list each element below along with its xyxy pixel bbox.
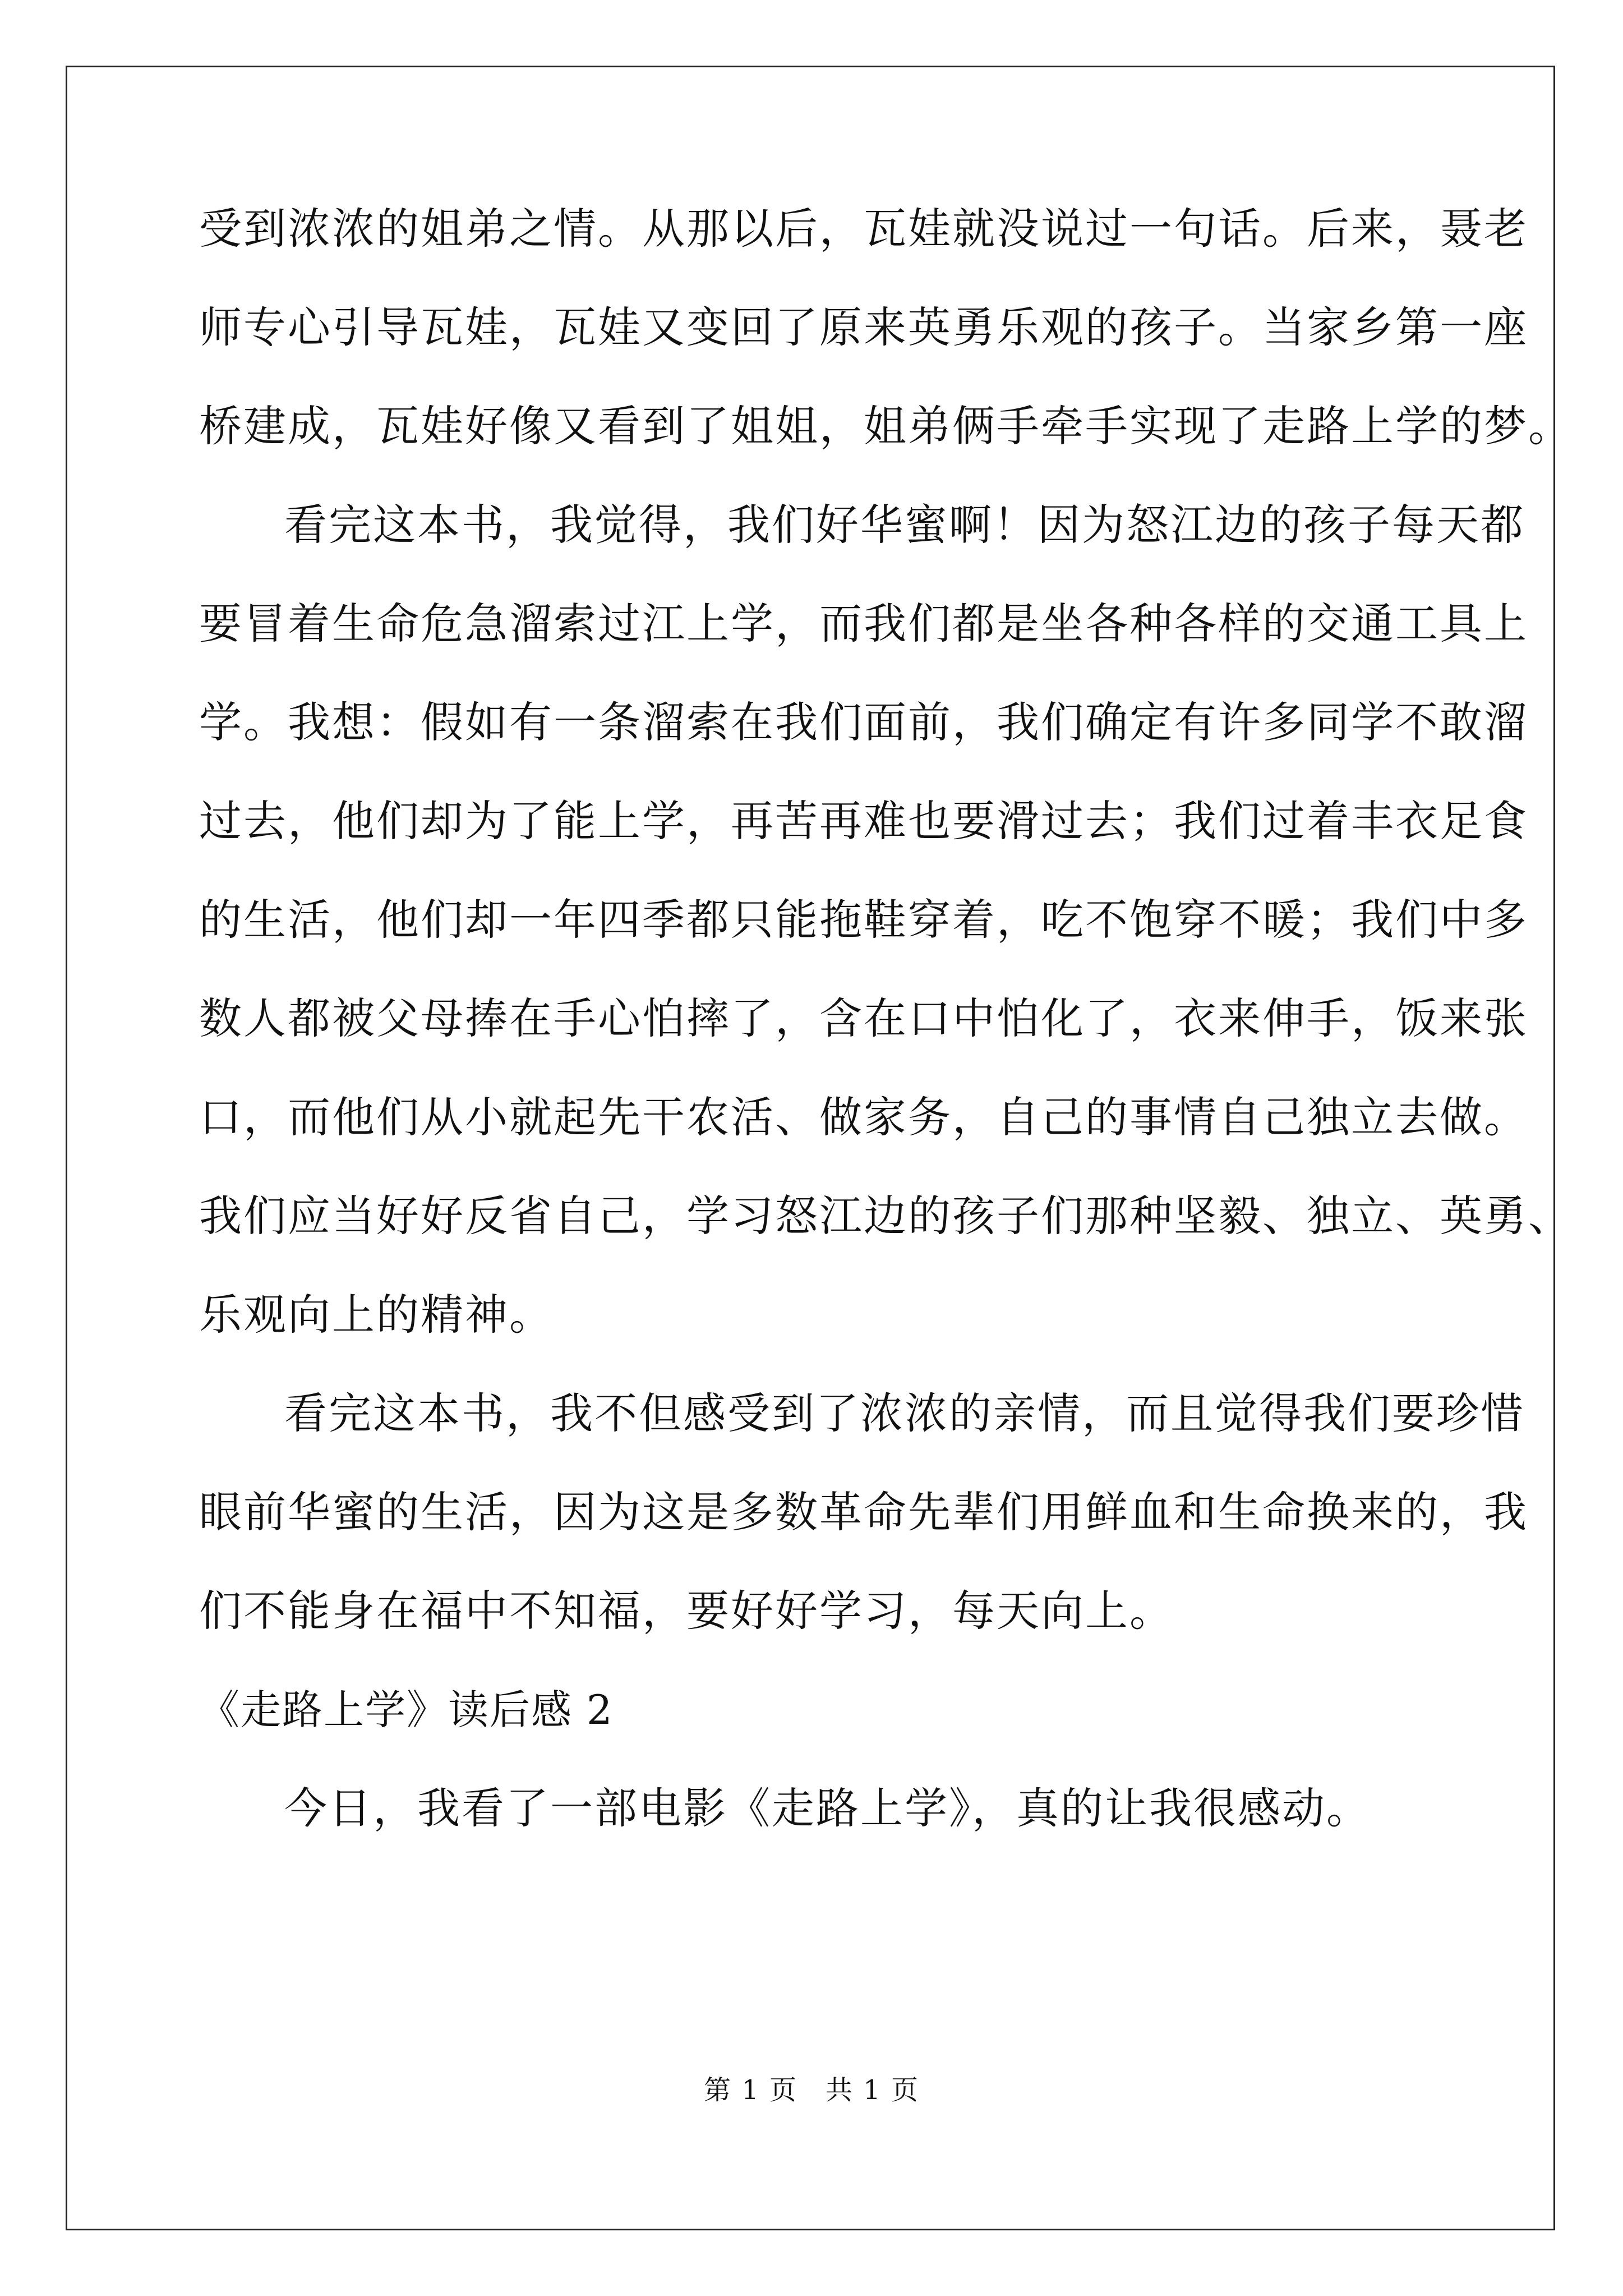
paragraph-line: 师专心引导瓦娃，瓦娃又变回了原来英勇乐观的孩子。当家乡第一座	[199, 302, 1528, 352]
paragraph-line: 受到浓浓的姐弟之情。从那以后，瓦娃就没说过一句话。后来，聂老	[199, 204, 1528, 254]
paragraph-line: 眼前华蜜的生活，因为这是多数革命先辈们用鲜血和生命换来的，我	[199, 1487, 1528, 1537]
document-body	[199, 204, 1573, 1886]
paragraph-line: 今日，我看了一部电影《走路上学》，真的让我很感动。	[284, 1783, 1371, 1833]
paragraph-line: 学。我想：假如有一条溜索在我们面前，我们确定有许多同学不敢溜	[199, 697, 1528, 747]
paragraph-line: 数人都被父母捧在手心怕摔了，含在口中怕化了，衣来伸手，饭来张	[199, 993, 1528, 1043]
paragraph-line: 看完这本书，我觉得，我们好华蜜啊！因为怒江边的孩子每天都	[284, 500, 1525, 550]
section-heading: 《走路上学》读后感 2	[199, 1686, 614, 1733]
paragraph-line: 过去，他们却为了能上学，再苦再难也要滑过去；我们过着丰衣足食	[199, 796, 1528, 846]
paragraph-line: 乐观向上的精神。	[199, 1290, 554, 1340]
paragraph-line: 桥建成，瓦娃好像又看到了姐姐，姐弟俩手牵手实现了走路上学的梦。	[199, 401, 1573, 451]
paragraph-line: 们不能身在福中不知福，要好好学习，每天向上。	[199, 1586, 1174, 1636]
paragraph-line: 看完这本书，我不但感受到了浓浓的亲情，而且觉得我们要珍惜	[284, 1388, 1525, 1438]
paragraph-line: 口，而他们从小就起先干农活、做家务，自己的事情自己独立去做。	[199, 1092, 1528, 1142]
paragraph-line: 要冒着生命危急溜索过江上学，而我们都是坐各种各样的交通工具上	[199, 599, 1528, 648]
paragraph-line: 的生活，他们却一年四季都只能拖鞋穿着，吃不饱穿不暖；我们中多	[199, 895, 1528, 945]
paragraph-line: 我们应当好好反省自己，学习怒江边的孩子们那种坚毅、独立、英勇、	[199, 1191, 1573, 1241]
page-number-footer: 第 1 页 共 1 页	[703, 2074, 920, 2106]
